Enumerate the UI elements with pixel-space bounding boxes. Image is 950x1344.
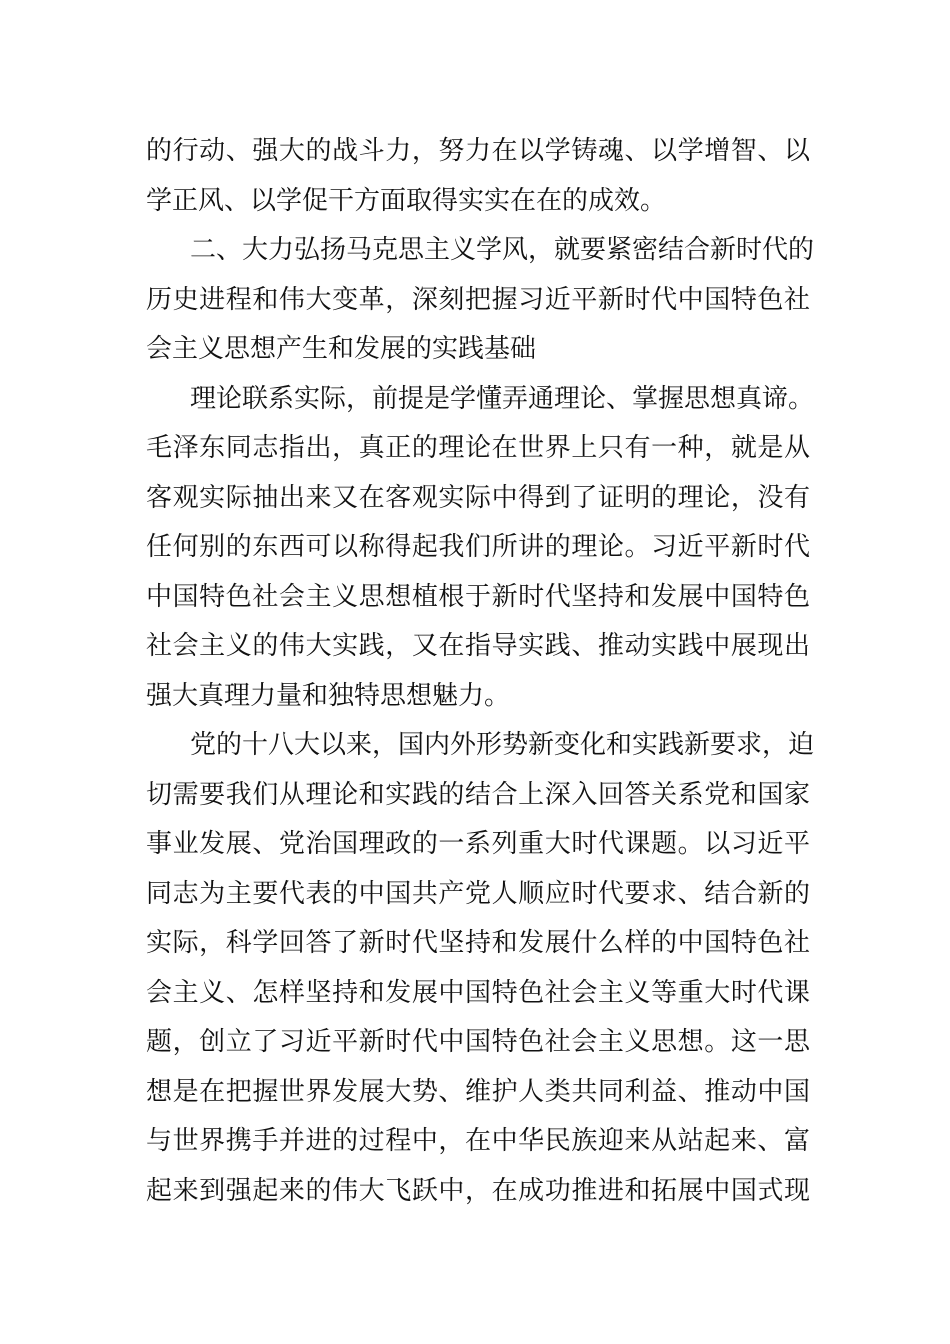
paragraph-line: 切需要我们从理论和实践的结合上深入回答关系党和国家 (146, 779, 810, 810)
section-heading-line: 二、大力弘扬马克思主义学风，就要紧密结合新时代的 (190, 235, 815, 265)
paragraph-line: 理论联系实际，前提是学懂弄通理论、掌握思想真谛。 (190, 383, 815, 414)
section-heading-line: 历史进程和伟大变革，深刻把握习近平新时代中国特色社 (146, 284, 810, 315)
section-heading-line: 会主义思想产生和发展的实践基础 (146, 334, 537, 364)
paragraph-line: 实际，科学回答了新时代坚持和发展什么样的中国特色社 (146, 928, 810, 958)
paragraph-line: 的行动、强大的战斗力，努力在以学铸魂、以学增智、以 (146, 136, 810, 166)
paragraph-line: 同志为主要代表的中国共产党人顺应时代要求、结合新的 (146, 878, 810, 909)
paragraph-line: 客观实际抽出来又在客观实际中得到了证明的理论，没有 (146, 482, 810, 513)
paragraph-line: 强大真理力量和独特思想魅力。 (146, 680, 511, 711)
paragraph-line: 社会主义的伟大实践，又在指导实践、推动实践中展现出 (146, 631, 810, 661)
paragraph-line: 会主义、怎样坚持和发展中国特色社会主义等重大时代课 (146, 977, 810, 1008)
paragraph-line: 事业发展、党治国理政的一系列重大时代课题。以习近平 (146, 829, 810, 859)
paragraph-line: 学正风、以学促干方面取得实实在在的成效。 (146, 185, 667, 216)
paragraph-line: 起来到强起来的伟大飞跃中，在成功推进和拓展中国式现 (146, 1175, 810, 1206)
paragraph-line: 党的十八大以来，国内外形势新变化和实践新要求，迫 (190, 730, 815, 760)
paragraph-line: 毛泽东同志指出，真正的理论在世界上只有一种，就是从 (146, 433, 810, 463)
paragraph-line: 与世界携手并进的过程中，在中华民族迎来从站起来、富 (146, 1126, 810, 1156)
document-body (146, 127, 815, 1216)
paragraph-line: 题，创立了习近平新时代中国特色社会主义思想。这一思 (146, 1027, 810, 1057)
paragraph-line: 中国特色社会主义思想植根于新时代坚持和发展中国特色 (146, 581, 810, 612)
paragraph-line: 任何别的东西可以称得起我们所讲的理论。习近平新时代 (146, 532, 810, 562)
paragraph-line: 想是在把握世界发展大势、维护人类共同利益、推动中国 (146, 1076, 810, 1107)
